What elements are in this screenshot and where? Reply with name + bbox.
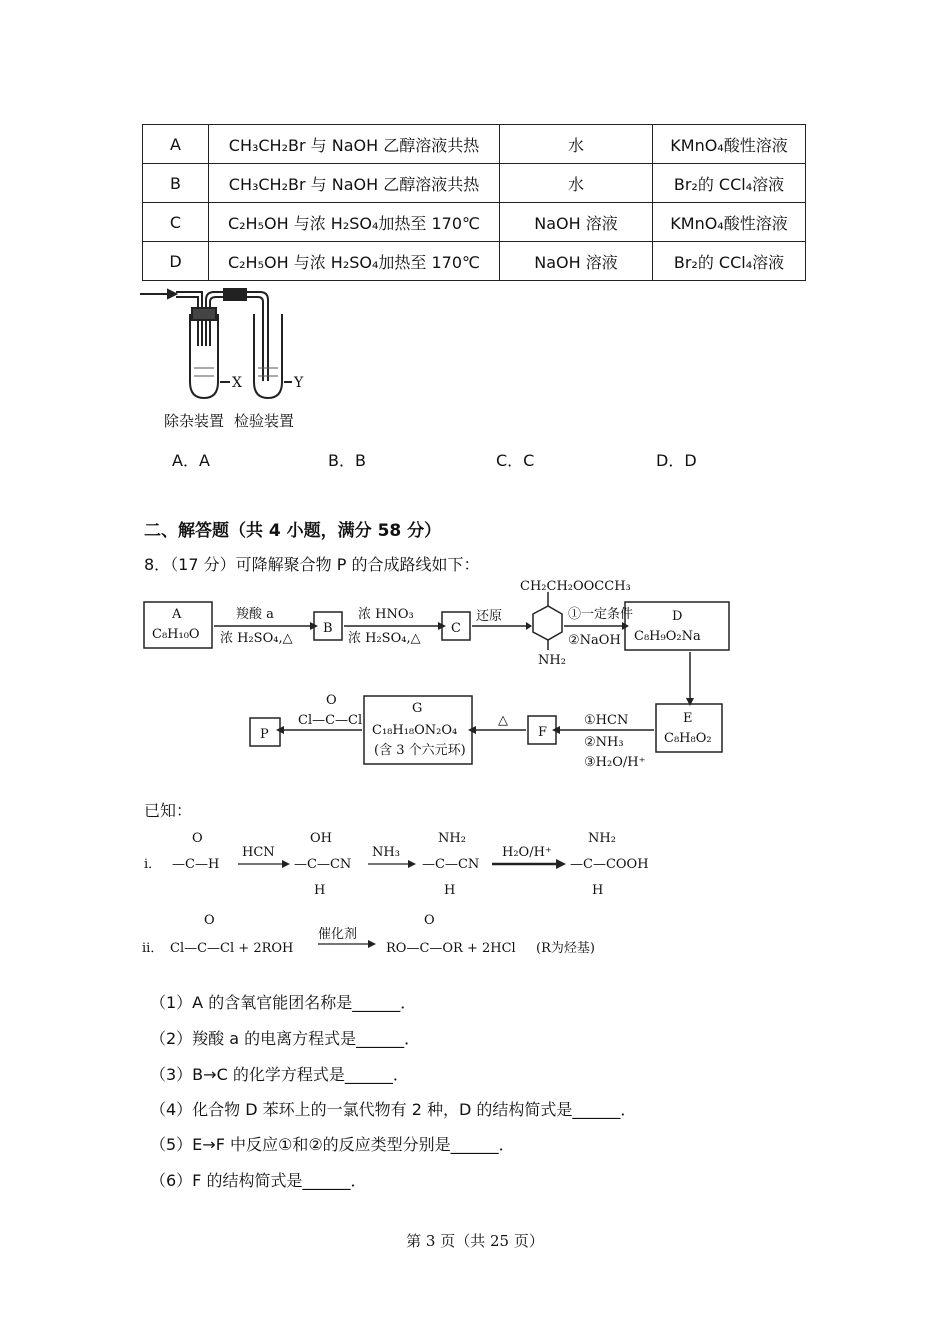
reaction-cell: C₂H₅OH 与浓 H₂SO₄加热至 170℃ bbox=[209, 203, 500, 242]
amine: NH₂ bbox=[538, 653, 566, 668]
compound-e: E bbox=[683, 711, 693, 726]
table-row bbox=[143, 203, 806, 242]
y-cell: Br₂的 CCl₄溶液 bbox=[653, 164, 806, 203]
choice-b[interactable]: B．B bbox=[328, 451, 366, 470]
y-label: Y bbox=[294, 375, 304, 391]
reaction-cell: CH₃CH₂Br 与 NaOH 乙醇溶液共热 bbox=[209, 164, 500, 203]
choice-d[interactable]: D．D bbox=[656, 451, 697, 470]
y-cell: KMnO₄酸性溶液 bbox=[653, 125, 806, 164]
known-i-s3: —C—CN bbox=[422, 857, 480, 872]
step3: 还原 bbox=[476, 609, 503, 624]
step2-top: 浓 HNO₃ bbox=[358, 607, 414, 622]
known-ii-catalyst: 催化剂 bbox=[318, 927, 358, 942]
known-i-s4-top: NH₂ bbox=[588, 831, 616, 846]
step5-a: ①HCN bbox=[584, 713, 629, 728]
reaction-cell: C₂H₅OH 与浓 H₂SO₄加热至 170℃ bbox=[209, 242, 500, 281]
table-row bbox=[143, 164, 806, 203]
compound-g-formula: C₁₈H₁₈ON₂O₄ bbox=[372, 723, 458, 738]
subquestion-6: （6）F 的结构简式是______． bbox=[150, 1171, 367, 1190]
known-reaction-ii bbox=[142, 910, 642, 960]
phosgene-o: O bbox=[326, 693, 337, 708]
known-i-s4: —C—COOH bbox=[570, 857, 649, 872]
row-label: A bbox=[143, 125, 209, 164]
known-ii-num: ii． bbox=[142, 941, 164, 956]
compound-c: C bbox=[451, 621, 461, 636]
section-title: 二、解答题（共 4 小题，满分 58 分） bbox=[144, 521, 442, 541]
phosgene: Cl—C—Cl bbox=[298, 713, 363, 728]
known-i-r1: HCN bbox=[242, 845, 275, 860]
known-reaction-i bbox=[142, 826, 682, 902]
known-i-r3: H₂O/H⁺ bbox=[502, 845, 552, 860]
x-cell: 水 bbox=[500, 164, 653, 203]
known-i-s1-top: O bbox=[192, 831, 203, 846]
choice-a[interactable]: A．A bbox=[172, 451, 210, 470]
compound-f: F bbox=[538, 725, 548, 740]
synthesis-route bbox=[140, 580, 760, 770]
y-cell: KMnO₄酸性溶液 bbox=[653, 203, 806, 242]
compound-a: A bbox=[172, 607, 182, 622]
compound-b: B bbox=[323, 621, 333, 636]
subquestion-4: （4）化合物 D 苯环上的一氯代物有 2 种，D 的结构简式是______． bbox=[150, 1100, 637, 1119]
row-label: C bbox=[143, 203, 209, 242]
known-ii-left: Cl—C—Cl + 2ROH bbox=[170, 941, 294, 956]
y-cell: Br₂的 CCl₄溶液 bbox=[653, 242, 806, 281]
sidechain: CH₂CH₂OOCCH₃ bbox=[520, 580, 631, 594]
known-ii-note: (R为烃基) bbox=[536, 941, 595, 956]
step6: △ bbox=[498, 713, 508, 728]
step1-top: 羧酸 a bbox=[236, 607, 274, 622]
step2-bottom: 浓 H₂SO₄,△ bbox=[348, 631, 421, 646]
compound-e-formula: C₈H₈O₂ bbox=[664, 731, 712, 746]
known-i-s2-bot: H bbox=[314, 883, 326, 898]
step4-b: ②NaOH bbox=[568, 633, 621, 648]
known-i-num: i． bbox=[144, 857, 162, 872]
compound-d: D bbox=[672, 609, 683, 624]
x-label: X bbox=[232, 375, 242, 391]
subquestion-2: （2）羧酸 a 的电离方程式是______． bbox=[150, 1029, 421, 1048]
choice-c[interactable]: C．C bbox=[496, 451, 535, 470]
x-cell: 水 bbox=[500, 125, 653, 164]
x-cell: NaOH 溶液 bbox=[500, 242, 653, 281]
known-i-s2-top: OH bbox=[310, 831, 332, 846]
known-i-s1: —C—H bbox=[172, 857, 220, 872]
known-ii-right-top: O bbox=[424, 913, 435, 928]
known-i-r2: NH₃ bbox=[372, 845, 400, 860]
subquestion-5: （5）E→F 中反应①和②的反应类型分别是______． bbox=[150, 1135, 515, 1154]
known-label: 已知： bbox=[144, 801, 193, 820]
question-8-stem: 8．（17 分）可降解聚合物 P 的合成路线如下： bbox=[144, 555, 480, 574]
step5-c: ③H₂O/H⁺ bbox=[584, 755, 646, 770]
step4-a: ①一定条件 bbox=[568, 607, 634, 622]
compound-g: G bbox=[412, 701, 423, 716]
row-label: B bbox=[143, 164, 209, 203]
apparatus-figure bbox=[138, 286, 318, 436]
step5-b: ②NH₃ bbox=[584, 735, 624, 750]
reaction-cell: CH₃CH₂Br 与 NaOH 乙醇溶液共热 bbox=[209, 125, 500, 164]
apparatus-label-right: 检验装置 bbox=[234, 412, 295, 430]
known-i-s3-top: NH₂ bbox=[438, 831, 466, 846]
page-footer: 第 3 页（共 25 页） bbox=[406, 1232, 544, 1250]
apparatus-label-left: 除杂装置 bbox=[164, 412, 225, 430]
options-table bbox=[142, 124, 806, 281]
compound-g-note: (含 3 个六元环) bbox=[374, 743, 466, 758]
x-cell: NaOH 溶液 bbox=[500, 203, 653, 242]
known-i-s4-bot: H bbox=[592, 883, 604, 898]
compound-a-formula: C₈H₁₀O bbox=[152, 627, 200, 642]
table-row bbox=[143, 125, 806, 164]
known-ii-right: RO—C—OR + 2HCl bbox=[386, 941, 516, 956]
compound-d-formula: C₈H₉O₂Na bbox=[634, 629, 701, 644]
known-i-s2: —C—CN bbox=[294, 857, 352, 872]
subquestion-3: （3）B→C 的化学方程式是______． bbox=[150, 1065, 409, 1084]
table-row bbox=[143, 242, 806, 281]
step1-bottom: 浓 H₂SO₄,△ bbox=[220, 631, 293, 646]
row-label: D bbox=[143, 242, 209, 281]
known-i-s3-bot: H bbox=[444, 883, 456, 898]
subquestion-1: （1）A 的含氧官能团名称是______． bbox=[150, 993, 417, 1012]
known-ii-left-top: O bbox=[204, 913, 215, 928]
compound-p: P bbox=[260, 727, 269, 742]
